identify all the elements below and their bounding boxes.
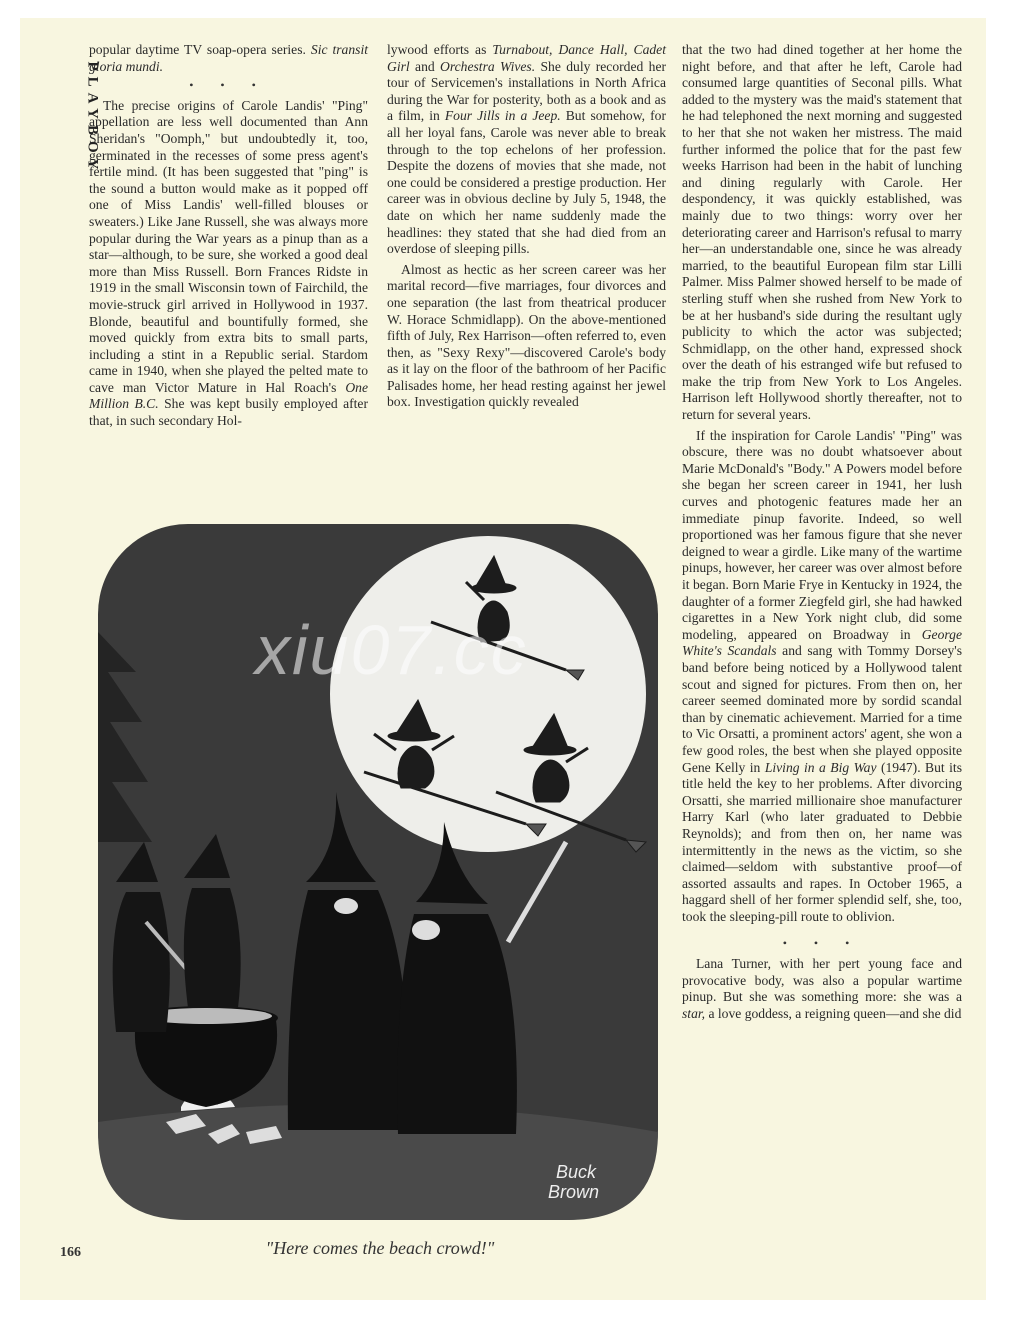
section-break: • • • bbox=[782, 936, 862, 951]
witches-cartoon bbox=[96, 522, 660, 1224]
cartoon-caption: "Here comes the beach crowd!" bbox=[265, 1238, 495, 1258]
section-break: • • • bbox=[189, 78, 268, 93]
artist-signature-line2: Brown bbox=[548, 1182, 600, 1202]
text-column-2 bbox=[387, 42, 666, 411]
paragraph: Almost as hectic as her screen career was her marital record—five marriages, four divorces and one separation (the last from theatrical producer W. Horace Schmidlapp). On the above-mentioned fifth of July, Rex Harrison—often referred to, even then, as "Sexy Rexy"—discovered Carole's body as it lay on the floor of the bathroom of her Pacific Palisades home, her head resting against her jewel box. Investigation quickly revealed bbox=[387, 261, 666, 410]
page-number: 166 bbox=[60, 1245, 81, 1260]
text-column-3 bbox=[682, 42, 962, 1022]
artist-signature-line1: Buck bbox=[556, 1162, 597, 1182]
paragraph: lywood efforts as Turnabout, Dance Hall, Cadet Girl and Orchestra Wives. She duly recorded her tour of Servicemen's installations in North Africa during the War for posterity, both as a book and as a film, in Four Jills in a Jeep. But somehow, for all her loyal fans, Carole was never able to break through to the top echelons of her profession. Despite the dozens of movies that she made, not one could be considered a prestige production. Her career was in obvious decline by July 5, 1948, the date on which her name suddenly made the headlines: they stated that she had died from an overdose of sleeping pills. bbox=[387, 42, 667, 257]
paragraph: The precise origins of Carole Landis' "Ping" appellation are less well documented than Ann Sheridan's "Oomph," but undoubtedly it, too, germinated in the recesses of some press agent's fertile mind. (It has been suggested that "ping" is the sound a button would make as it popped off one of Miss Landis' well-filled blouses or sweaters.) Like Jane Russell, she was always more popular during the War years as a pinup than as a star—although, to be sure, she worked a good deal more than Miss Russell. Born Frances Ridste in 1919 in the small Wisconsin town of Fairchild, the movie-struck girl arrived in Hollywood in 1937. Blonde, beautiful and bountifully formed, she moved quickly from extra bits to small parts, including a stint in a Republic serial. Stardom came in 1940, when she played the pelted mate to cave man Victor Mature in Hal Roach's One Million B.C. She was kept busily employed after that, in such secondary Hol- bbox=[89, 97, 368, 429]
paragraph: If the inspiration for Carole Landis' "Ping" was obscure, there was no doubt whatsoever about Marie McDonald's "Body." A Powers model before she began her screen career in 1941, her lush curves and photogenic features made her an immediate pinup favorite. Indeed, so well proportioned was her famous figure that she never deigned to wear a girdle. Like many of the wartime pinups, however, her career was over almost before it began. Born Marie Frye in Kentucky in 1924, the daughter of a former Ziegfeld girl, she had hawked cigarettes in a New York night club, did some modeling, appeared on Broadway in George White's Scandals and sang with Tommy Dorsey's band before being noticed by a Hollywood talent scout and signed for pictures. From then on, her career seemed dominated more by sordid scandal than by cinematic achievement. Married for a time to Vic Orsatti, a prominent actors' agent, she won a few good roles, the best when she played opposite Gene Kelly in Living in a Big Way (1947). But its title held the key to her problems. After divorcing Orsatti, she married millionaire shoe manufacturer Harry Karl (who later graduated to Debbie Reynolds); and from then on, her name was intermittently in the news as the victim, so she claimed—seldom with substantive proof—of assorted assaults and rapes. In October 1965, a haggard shell of her former splendid self, she, too, took the sleeping-pill route to oblivion. bbox=[682, 427, 963, 924]
paragraph: popular daytime TV soap-opera series. Sic transit gloria mundi. bbox=[89, 42, 368, 74]
running-head bbox=[52, 42, 101, 202]
text-column-1 bbox=[89, 42, 368, 430]
watermark: xiu07.cc bbox=[255, 611, 528, 689]
magazine-name: PLAYBOY bbox=[84, 61, 101, 176]
paragraph: that the two had dined together at her home the night before, and that after he left, Carole had consumed large quantities of Seconal pills. What added to the mystery was the maid's statement that he had telephoned the next morning and suggested to her that she not waken her mistress. The maid further informed the police that for the past few weeks Harrison had been in the habit of lunching and dining regularly with Carole. Her despondency, it was quickly established, was mainly due to two things: worry over her deteriorating career and Harrison's refusal to marry her—an understandable one, since he was already married, to the beautiful European film star Lilli Palmer. Miss Palmer showed herself to be made of sterling stuff when she rushed from New York to be at her husband's side during the resultant ugly publicity to which the actor was subjected; Schmidlapp, on the other hand, expressed shock over the death of his estranged wife but refused to make the trip from New York to Los Angeles. Harrison left Hollywood shortly thereafter, not to return for several years. bbox=[682, 42, 962, 423]
paragraph: Lana Turner, with her pert young face and provocative body, was also a popular wartime pinup. But she was something more: she was a star, a love goddess, a reigning queen—and she did bbox=[682, 956, 962, 1021]
